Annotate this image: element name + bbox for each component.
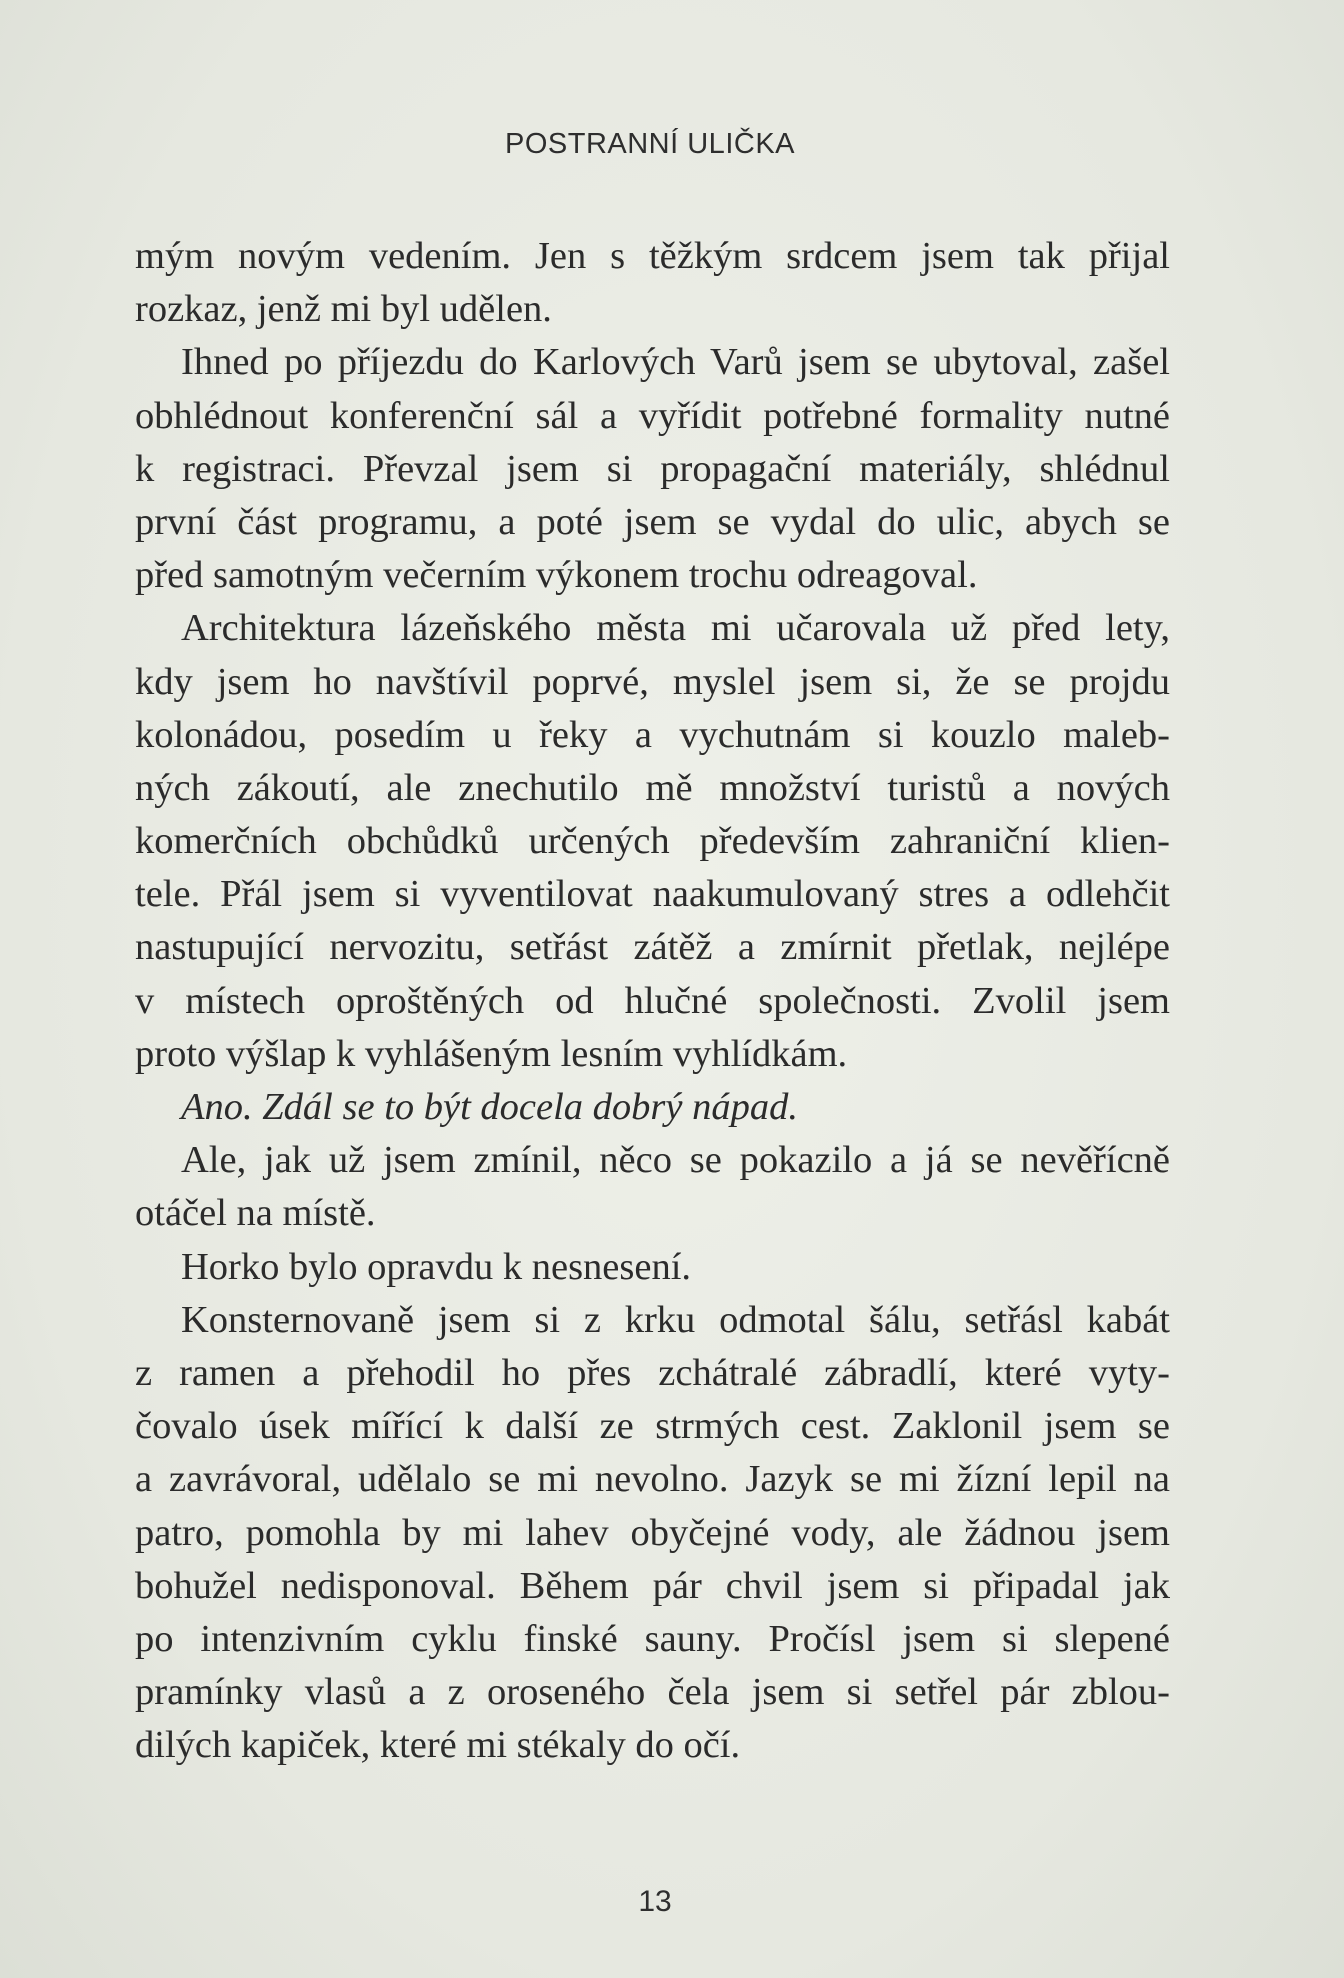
text-line: z ramen a přehodil ho přes zchátralé zábradlí, které vyty- xyxy=(135,1351,1170,1394)
text-line: k registraci. Převzal jsem si propagační materiály, shlédnul xyxy=(135,447,1170,490)
text-line: první část programu, a poté jsem se vydal do ulic, abych se xyxy=(135,500,1170,543)
text-line: dilých kapiček, které mi stékaly do očí. xyxy=(135,1724,741,1767)
text-line: čovalo úsek mířící k další ze strmých cest. Zaklonil jsem se xyxy=(135,1405,1170,1448)
text-line: kolonádou, posedím u řeky a vychutnám si kouzlo maleb- xyxy=(135,713,1170,756)
text-line: ných zákoutí, ale znechutilo mě množství turistů a nových xyxy=(135,766,1170,809)
running-head: POSTRANNÍ ULIČKA xyxy=(505,128,795,160)
text-line: proto výšlap k vyhlášeným lesním vyhlídkám. xyxy=(135,1032,848,1075)
text-line: Architektura lázeňského města mi učarovala už před lety, xyxy=(181,607,1170,650)
text-line: nastupující nervozitu, setřást zátěž a zmírnit přetlak, nejlépe xyxy=(135,926,1170,969)
text-line: Ihned po příjezdu do Karlových Varů jsem se ubytoval, zašel xyxy=(181,341,1170,384)
text-line: komerčních obchůdků určených především zahraniční klien- xyxy=(135,820,1170,863)
text-line: pramínky vlasů a z oroseného čela jsem si setřel pár zblou- xyxy=(135,1671,1170,1714)
text-line: Konsternovaně jsem si z krku odmotal šálu, setřásl kabát xyxy=(181,1298,1170,1341)
page-number: 13 xyxy=(638,1885,672,1918)
text-line: a zavrávoral, udělalo se mi nevolno. Jazyk se mi žízní lepil na xyxy=(135,1458,1170,1501)
text-line: Ano. Zdál se to být docela dobrý nápad. xyxy=(181,1086,798,1128)
text-line: v místech oproštěných od hlučné společnosti. Zvolil jsem xyxy=(135,979,1170,1022)
text-line: Ale, jak už jsem zmínil, něco se pokazilo a já se nevěřícně xyxy=(181,1139,1170,1182)
text-line: mým novým vedením. Jen s těžkým srdcem jsem tak přijal xyxy=(135,235,1170,277)
text-line: Horko bylo opravdu k nesnesení. xyxy=(181,1245,692,1288)
text-line: kdy jsem ho navštívil poprvé, myslel jsem si, že se projdu xyxy=(135,660,1170,703)
text-line: rozkaz, jenž mi byl udělen. xyxy=(135,288,552,331)
text-line: patro, pomohla by mi lahev obyčejné vody, ale žádnou jsem xyxy=(135,1511,1170,1554)
text-line: tele. Přál jsem si vyventilovat naakumulovaný stres a odlehčit xyxy=(135,873,1170,916)
text-line: otáčel na místě. xyxy=(135,1192,376,1235)
text-line: před samotným večerním výkonem trochu odreagoval. xyxy=(135,554,978,597)
text-line: obhlédnout konferenční sál a vyřídit potřebné formality nutné xyxy=(135,394,1170,437)
body-text xyxy=(135,230,1170,1772)
text-line: bohužel nedisponoval. Během pár chvil jsem si připadal jak xyxy=(135,1564,1170,1607)
text-line: po intenzivním cyklu finské sauny. Pročísl jsem si slepené xyxy=(135,1617,1170,1660)
